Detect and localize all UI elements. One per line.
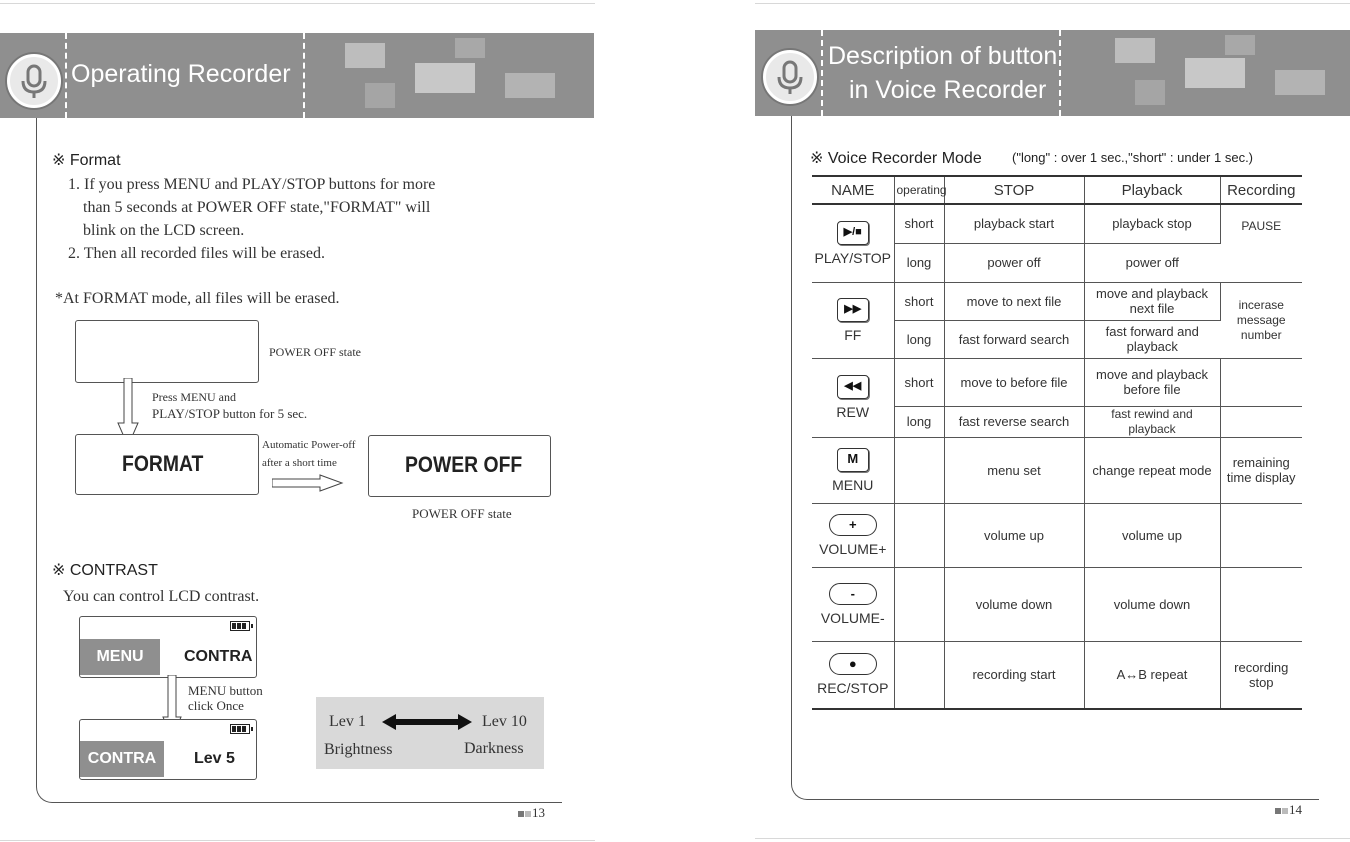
- page-title-line1: Description of button: [828, 42, 1058, 70]
- format-heading: ※ Format: [52, 152, 121, 169]
- auto-line2: after a short time: [262, 457, 337, 469]
- format-step1-line2: than 5 seconds at POWER OFF state,"FORMAT" will: [83, 199, 431, 216]
- table-row: ▶▶ FF short move to next file move and playback next file incerase message number: [812, 282, 1302, 320]
- poweroff-box-label: POWER OFF: [405, 452, 523, 477]
- row-name: PLAY/STOP: [814, 249, 891, 266]
- contrast-scale: [316, 697, 544, 769]
- state2-label: POWER OFF state: [412, 506, 512, 521]
- lcd-contrast-tag: CONTRA: [80, 741, 164, 777]
- page-title: Operating Recorder: [71, 60, 291, 88]
- fast-forward-icon: ▶▶: [837, 298, 869, 322]
- page-number-text: 13: [532, 805, 545, 820]
- battery-icon: [230, 724, 250, 734]
- poweroff-box: [368, 435, 551, 497]
- format-step1-line1: 1. If you press MENU and PLAY/STOP buttons for more: [68, 176, 436, 193]
- record-icon: ●: [829, 653, 877, 675]
- lcd-menu-tag: MENU: [80, 639, 160, 675]
- press-line1: Press MENU and: [152, 390, 236, 404]
- table-row: M MENU menu set change repeat mode remaining time display: [812, 437, 1302, 503]
- auto-line1: Automatic Power-off: [262, 439, 356, 451]
- lcd-menu-value: CONTRA: [184, 648, 253, 665]
- table-row: - VOLUME- volume down volume down: [812, 567, 1302, 641]
- col-playback: Playback: [1084, 176, 1220, 204]
- contrast-heading: ※ CONTRAST: [52, 562, 158, 579]
- volume-up-icon: +: [829, 514, 877, 536]
- format-step1-line3: blink on the LCD screen.: [83, 222, 245, 239]
- battery-icon: [230, 621, 250, 631]
- play-stop-icon: ▶/■: [837, 221, 869, 245]
- press-line2: PLAY/STOP button for 5 sec.: [152, 406, 308, 421]
- table-row: long power off power off: [812, 243, 1302, 282]
- volume-down-icon: -: [829, 583, 877, 605]
- lcd-contrast-screen: [79, 719, 257, 780]
- format-box-label: FORMAT: [122, 451, 204, 476]
- menu-icon: M: [837, 448, 869, 472]
- table-row: + VOLUME+ volume up volume up: [812, 503, 1302, 567]
- col-recording: Recording: [1220, 176, 1302, 204]
- row-name: VOLUME+: [819, 540, 887, 557]
- click-line1: MENU button: [188, 683, 263, 698]
- col-stop: STOP: [944, 176, 1084, 204]
- format-note: *At FORMAT mode, all files will be erased.: [55, 290, 340, 307]
- section-title: ※ Voice Recorder Mode: [810, 150, 982, 167]
- table-row: long fast forward search fast forward and playback: [812, 320, 1302, 358]
- rewind-icon: ◀◀: [837, 375, 869, 399]
- lcd-blank-box: [75, 320, 259, 383]
- contrast-description: You can control LCD contrast.: [63, 588, 260, 605]
- button-table: [812, 175, 1302, 710]
- row-name: REC/STOP: [817, 680, 889, 697]
- table-row: ● REC/STOP recording start A↔B repeat recording stop: [812, 641, 1302, 709]
- double-arrow-icon: [382, 714, 472, 730]
- row-name: MENU: [832, 476, 874, 493]
- microphone-icon: [763, 50, 817, 104]
- format-step2: 2. Then all recorded files will be erased.: [68, 245, 325, 262]
- page-number: [1275, 802, 1302, 818]
- col-operating: operating: [894, 176, 944, 204]
- page-number: [518, 805, 545, 821]
- row-name: REW: [836, 404, 870, 420]
- scale-max-label: Darkness: [464, 740, 524, 757]
- table-row: long fast reverse search fast rewind and playback: [812, 406, 1302, 437]
- click-line2: click Once: [188, 698, 244, 713]
- page-title-line2: in Voice Recorder: [849, 76, 1047, 104]
- format-box: [75, 434, 259, 495]
- section-note: ("long" : over 1 sec.,"short" : under 1 sec.): [1012, 150, 1254, 165]
- table-header-row: [812, 176, 1302, 204]
- microphone-icon: [7, 54, 61, 108]
- table-row: ▶/■ PLAY/STOP short playback start playback stop PAUSE: [812, 204, 1302, 243]
- col-name: NAME: [812, 176, 894, 204]
- lcd-menu-screen: [79, 616, 257, 678]
- state1-label: POWER OFF state: [269, 345, 362, 359]
- scale-max: Lev 10: [482, 713, 527, 730]
- row-name: FF: [844, 326, 862, 343]
- scale-min: Lev 1: [329, 713, 366, 730]
- lcd-contrast-value: Lev 5: [194, 750, 235, 767]
- right-arrow-icon: [272, 474, 344, 492]
- table-row: ◀◀ REW short move to before file move and playback before file: [812, 358, 1302, 406]
- scale-min-label: Brightness: [324, 741, 393, 758]
- row-name: VOLUME-: [820, 609, 885, 626]
- page-number-text: 14: [1289, 802, 1302, 817]
